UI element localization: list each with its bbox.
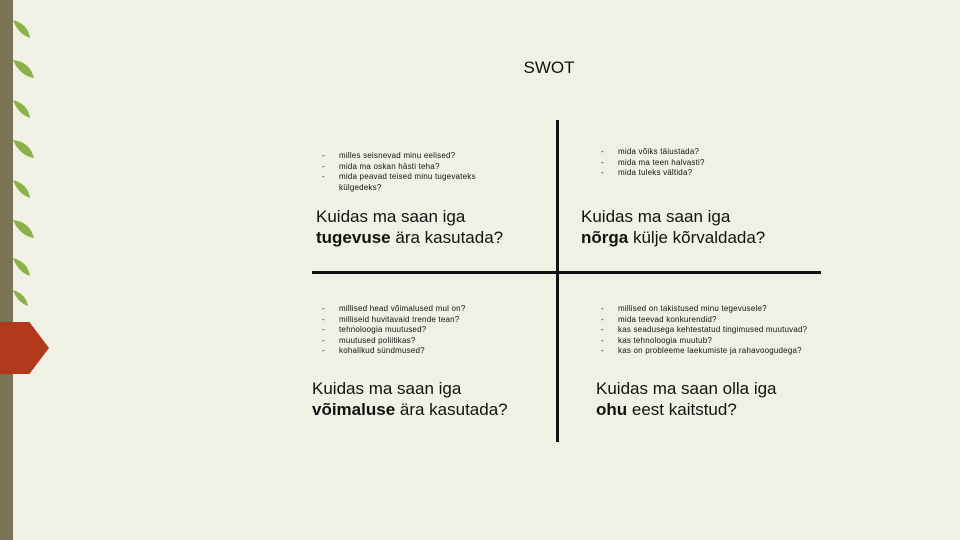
list-item: - milles seisnevad minu eelised? [322,151,492,162]
vertical-divider [556,120,559,442]
question-keyword: ohu [596,400,628,419]
list-item: - kohalikud sündmused? [322,346,532,357]
arrow-icon [0,322,49,374]
weaknesses-question [581,206,765,248]
question-keyword: tugevuse [316,228,391,247]
list-item: - tehnoloogia muutused? [322,325,532,336]
threats-question [596,378,777,420]
list-item: - mida peavad teised minu tugevateks külgedeks? [322,172,492,193]
list-item: - mida ma teen halvasti? [601,158,801,169]
question-keyword: võimaluse [312,400,396,419]
list-item: - millised on takistused minu tegevusele? [601,304,851,315]
list-item: - kas on probleeme laekumiste ja rahavoogudega? [601,346,851,357]
list-item: - mida tuleks vältida? [601,168,801,179]
question-line: Kuidas ma saan iga [312,379,462,398]
question-line: Kuidas ma saan iga [581,207,731,226]
list-item: - kas seadusega kehtestatud tingimused muutuvad? [601,325,851,336]
slide-title: SWOT [523,58,575,77]
list-item: - mida ma oskan hästi teha? [322,162,492,173]
strengths-question [316,206,503,248]
question-rest: külje kõrvaldada? [628,228,766,247]
leaf-decoration-icon [0,0,40,360]
list-item: - millised head võimalused mul on? [322,304,532,315]
question-rest: ära kasutada? [395,400,508,419]
question-rest: ära kasutada? [390,228,504,247]
list-item: - muutused poliitikas? [322,336,532,347]
question-line: Kuidas ma saan iga [316,207,466,226]
opportunities-bullet-list [322,304,532,357]
list-item: - kas tehnoloogia muutub? [601,336,851,347]
question-rest: eest kaitstud? [627,400,737,419]
opportunities-question [312,378,508,420]
list-item: - milliseid huvitavaid trende tean? [322,315,532,326]
threats-bullet-list [601,304,851,357]
list-item: - mida võiks täiustada? [601,147,801,158]
question-line: Kuidas ma saan olla iga [596,379,777,398]
question-keyword: nõrga [581,228,629,247]
list-item: - mida teevad konkurendid? [601,315,851,326]
strengths-bullet-list [322,151,492,193]
weaknesses-bullet-list [601,147,801,179]
horizontal-divider [312,271,821,274]
